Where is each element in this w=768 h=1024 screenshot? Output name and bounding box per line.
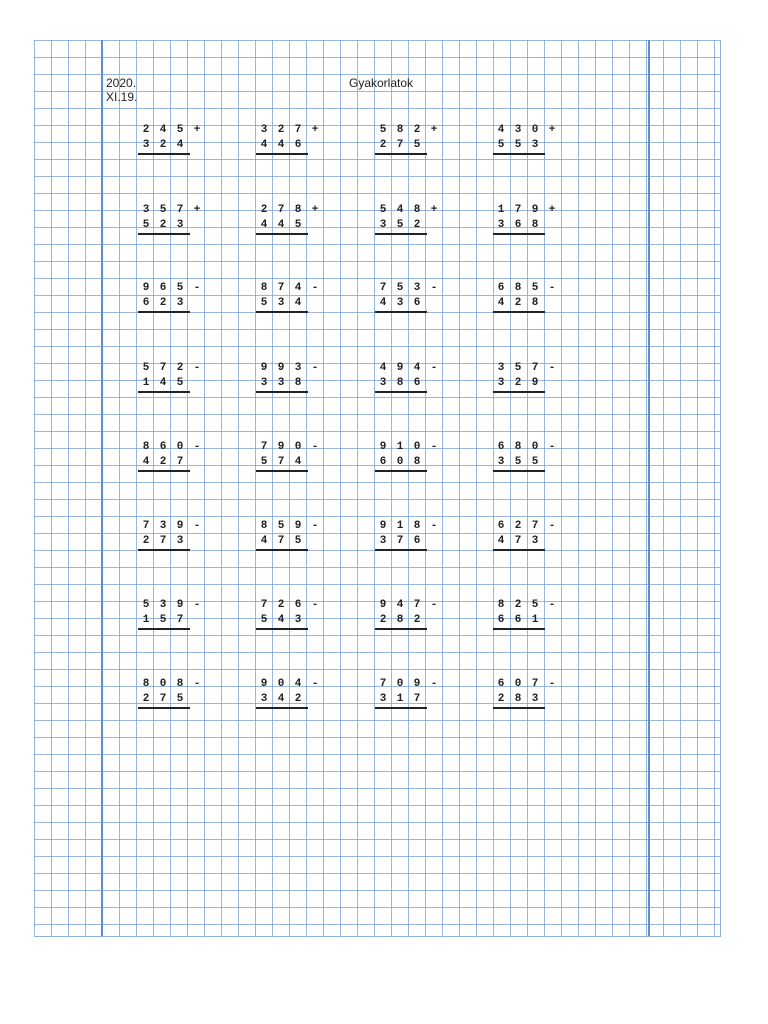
digit: 6 xyxy=(413,297,421,309)
result-underline xyxy=(138,311,190,313)
digit: 4 xyxy=(294,678,302,690)
digit: 3 xyxy=(277,297,285,309)
digit: 5 xyxy=(531,456,539,468)
digit: 4 xyxy=(294,282,302,294)
digit: 4 xyxy=(260,535,268,547)
digit: 7 xyxy=(159,693,167,705)
digit: 3 xyxy=(142,204,150,216)
operator-sign: - xyxy=(311,599,319,611)
digit: 7 xyxy=(260,599,268,611)
digit: 2 xyxy=(413,219,421,231)
operator-sign: + xyxy=(311,204,319,216)
digit: 5 xyxy=(142,599,150,611)
result-underline xyxy=(138,549,190,551)
arithmetic-problem xyxy=(377,204,447,234)
digit: 2 xyxy=(497,693,505,705)
arithmetic-problem xyxy=(140,204,210,234)
digit: 4 xyxy=(260,139,268,151)
digit: 4 xyxy=(277,693,285,705)
digit: 0 xyxy=(294,441,302,453)
operator-sign: - xyxy=(548,678,556,690)
digit: 0 xyxy=(531,441,539,453)
digit: 3 xyxy=(379,219,387,231)
result-underline xyxy=(493,628,545,630)
digit: 5 xyxy=(531,282,539,294)
result-underline xyxy=(375,311,427,313)
digit: 2 xyxy=(159,456,167,468)
digit: 5 xyxy=(514,362,522,374)
digit: 3 xyxy=(294,614,302,626)
digit: 2 xyxy=(514,520,522,532)
digit: 6 xyxy=(514,614,522,626)
digit: 7 xyxy=(176,614,184,626)
operator-sign: + xyxy=(430,124,438,136)
digit: 3 xyxy=(497,362,505,374)
digit: 3 xyxy=(159,520,167,532)
result-underline xyxy=(256,153,308,155)
arithmetic-problem xyxy=(377,441,447,471)
digit: 1 xyxy=(396,520,404,532)
digit: 5 xyxy=(277,520,285,532)
digit: 2 xyxy=(413,124,421,136)
result-underline xyxy=(375,549,427,551)
result-underline xyxy=(256,311,308,313)
operator-sign: - xyxy=(430,441,438,453)
digit: 6 xyxy=(413,377,421,389)
digit: 2 xyxy=(159,297,167,309)
result-underline xyxy=(138,153,190,155)
digit: 5 xyxy=(260,614,268,626)
digit: 8 xyxy=(396,377,404,389)
digit: 4 xyxy=(260,219,268,231)
digit: 1 xyxy=(497,204,505,216)
digit: 2 xyxy=(142,535,150,547)
digit: 3 xyxy=(531,535,539,547)
digit: 5 xyxy=(294,535,302,547)
result-underline xyxy=(256,470,308,472)
operator-sign: - xyxy=(193,599,201,611)
digit: 8 xyxy=(413,204,421,216)
digit: 5 xyxy=(379,124,387,136)
digit: 9 xyxy=(379,441,387,453)
digit: 4 xyxy=(413,362,421,374)
digit: 4 xyxy=(277,139,285,151)
grid-paper xyxy=(34,40,721,937)
digit: 0 xyxy=(396,678,404,690)
operator-sign: - xyxy=(193,362,201,374)
digit: 9 xyxy=(531,204,539,216)
result-underline xyxy=(375,153,427,155)
operator-sign: - xyxy=(430,362,438,374)
operator-sign: - xyxy=(430,678,438,690)
digit: 5 xyxy=(396,219,404,231)
result-underline xyxy=(138,707,190,709)
digit: 5 xyxy=(396,282,404,294)
digit: 6 xyxy=(514,219,522,231)
digit: 3 xyxy=(277,377,285,389)
result-underline xyxy=(493,311,545,313)
digit: 8 xyxy=(497,599,505,611)
digit: 3 xyxy=(176,535,184,547)
digit: 0 xyxy=(531,124,539,136)
digit: 4 xyxy=(379,362,387,374)
digit: 5 xyxy=(514,139,522,151)
arithmetic-problem xyxy=(495,599,565,629)
digit: 3 xyxy=(396,297,404,309)
digit: 9 xyxy=(413,678,421,690)
operator-sign: - xyxy=(548,599,556,611)
operator-sign: - xyxy=(311,362,319,374)
digit: 2 xyxy=(142,693,150,705)
arithmetic-problem xyxy=(258,678,328,708)
operator-sign: - xyxy=(548,441,556,453)
operator-sign: - xyxy=(193,282,201,294)
digit: 6 xyxy=(159,441,167,453)
result-underline xyxy=(375,233,427,235)
digit: 9 xyxy=(379,520,387,532)
operator-sign: - xyxy=(430,520,438,532)
digit: 2 xyxy=(514,377,522,389)
date xyxy=(106,76,137,104)
arithmetic-problem xyxy=(495,520,565,550)
digit: 7 xyxy=(277,204,285,216)
digit: 2 xyxy=(413,614,421,626)
digit: 7 xyxy=(514,204,522,216)
page-title: Gyakorlatok xyxy=(349,76,414,90)
digit: 5 xyxy=(176,377,184,389)
date-line-1: 2020. xyxy=(106,76,137,90)
digit: 0 xyxy=(277,678,285,690)
digit: 8 xyxy=(176,678,184,690)
digit: 3 xyxy=(413,282,421,294)
digit: 5 xyxy=(159,614,167,626)
digit: 8 xyxy=(396,614,404,626)
digit: 1 xyxy=(142,377,150,389)
result-underline xyxy=(375,707,427,709)
digit: 5 xyxy=(531,599,539,611)
digit: 3 xyxy=(159,599,167,611)
digit: 4 xyxy=(159,377,167,389)
digit: 8 xyxy=(413,520,421,532)
arithmetic-problem xyxy=(140,124,210,154)
operator-sign: - xyxy=(311,520,319,532)
digit: 3 xyxy=(379,535,387,547)
digit: 5 xyxy=(497,139,505,151)
digit: 1 xyxy=(396,441,404,453)
digit: 5 xyxy=(514,456,522,468)
digit: 8 xyxy=(514,693,522,705)
digit: 9 xyxy=(277,441,285,453)
result-underline xyxy=(256,628,308,630)
digit: 7 xyxy=(396,535,404,547)
operator-sign: - xyxy=(193,678,201,690)
digit: 5 xyxy=(142,219,150,231)
digit: 2 xyxy=(379,139,387,151)
digit: 7 xyxy=(413,599,421,611)
digit: 6 xyxy=(497,282,505,294)
digit: 2 xyxy=(176,362,184,374)
result-underline xyxy=(375,470,427,472)
digit: 3 xyxy=(497,456,505,468)
digit: 8 xyxy=(142,678,150,690)
arithmetic-problem xyxy=(495,124,565,154)
arithmetic-problem xyxy=(377,362,447,392)
operator-sign: - xyxy=(311,678,319,690)
digit: 8 xyxy=(294,377,302,389)
digit: 7 xyxy=(531,520,539,532)
result-underline xyxy=(138,470,190,472)
digit: 4 xyxy=(277,219,285,231)
margin-line-right xyxy=(648,40,650,936)
digit: 8 xyxy=(142,441,150,453)
digit: 8 xyxy=(260,282,268,294)
digit: 7 xyxy=(260,441,268,453)
digit: 8 xyxy=(413,456,421,468)
digit: 4 xyxy=(497,535,505,547)
digit: 3 xyxy=(497,219,505,231)
digit: 8 xyxy=(531,297,539,309)
digit: 6 xyxy=(159,282,167,294)
result-underline xyxy=(138,391,190,393)
arithmetic-problem xyxy=(495,282,565,312)
digit: 2 xyxy=(142,124,150,136)
margin-line-left xyxy=(101,40,103,936)
operator-sign: - xyxy=(430,282,438,294)
digit: 2 xyxy=(277,124,285,136)
digit: 5 xyxy=(413,139,421,151)
digit: 1 xyxy=(396,693,404,705)
digit: 9 xyxy=(294,520,302,532)
digit: 4 xyxy=(176,139,184,151)
digit: 5 xyxy=(260,456,268,468)
digit: 2 xyxy=(260,204,268,216)
digit: 1 xyxy=(142,614,150,626)
digit: 3 xyxy=(176,297,184,309)
digit: 6 xyxy=(497,441,505,453)
arithmetic-problem xyxy=(140,282,210,312)
digit: 7 xyxy=(531,678,539,690)
digit: 7 xyxy=(531,362,539,374)
arithmetic-problem xyxy=(377,282,447,312)
operator-sign: - xyxy=(193,441,201,453)
result-underline xyxy=(375,391,427,393)
digit: 5 xyxy=(142,362,150,374)
digit: 5 xyxy=(294,219,302,231)
digit: 4 xyxy=(497,124,505,136)
digit: 5 xyxy=(260,297,268,309)
digit: 6 xyxy=(497,520,505,532)
result-underline xyxy=(375,628,427,630)
arithmetic-problem xyxy=(495,204,565,234)
operator-sign: + xyxy=(193,124,201,136)
arithmetic-problem xyxy=(258,520,328,550)
arithmetic-problem xyxy=(140,441,210,471)
result-underline xyxy=(493,707,545,709)
digit: 6 xyxy=(413,535,421,547)
result-underline xyxy=(256,549,308,551)
arithmetic-problem xyxy=(495,362,565,392)
result-underline xyxy=(493,470,545,472)
digit: 4 xyxy=(277,614,285,626)
digit: 6 xyxy=(294,599,302,611)
digit: 9 xyxy=(260,678,268,690)
arithmetic-problem xyxy=(140,362,210,392)
digit: 2 xyxy=(514,599,522,611)
digit: 4 xyxy=(142,456,150,468)
arithmetic-problem xyxy=(258,124,328,154)
arithmetic-problem xyxy=(495,441,565,471)
digit: 7 xyxy=(176,204,184,216)
digit: 2 xyxy=(159,219,167,231)
digit: 2 xyxy=(277,599,285,611)
result-underline xyxy=(138,628,190,630)
digit: 2 xyxy=(159,139,167,151)
digit: 5 xyxy=(176,124,184,136)
digit: 9 xyxy=(142,282,150,294)
digit: 4 xyxy=(379,297,387,309)
arithmetic-problem xyxy=(258,441,328,471)
arithmetic-problem xyxy=(140,520,210,550)
digit: 8 xyxy=(514,282,522,294)
digit: 5 xyxy=(159,204,167,216)
arithmetic-problem xyxy=(258,204,328,234)
arithmetic-problem xyxy=(258,362,328,392)
result-underline xyxy=(256,707,308,709)
digit: 9 xyxy=(176,599,184,611)
result-underline xyxy=(256,233,308,235)
digit: 7 xyxy=(294,124,302,136)
digit: 4 xyxy=(294,297,302,309)
digit: 2 xyxy=(514,297,522,309)
operator-sign: - xyxy=(311,441,319,453)
digit: 4 xyxy=(497,297,505,309)
digit: 3 xyxy=(176,219,184,231)
arithmetic-problem xyxy=(258,599,328,629)
digit: 3 xyxy=(379,693,387,705)
result-underline xyxy=(493,391,545,393)
digit: 0 xyxy=(514,678,522,690)
digit: 3 xyxy=(260,377,268,389)
digit: 3 xyxy=(497,377,505,389)
digit: 7 xyxy=(413,693,421,705)
digit: 7 xyxy=(396,139,404,151)
digit: 0 xyxy=(176,441,184,453)
digit: 1 xyxy=(531,614,539,626)
digit: 0 xyxy=(413,441,421,453)
operator-sign: - xyxy=(548,362,556,374)
arithmetic-problem xyxy=(377,599,447,629)
digit: 9 xyxy=(396,362,404,374)
digit: 4 xyxy=(396,599,404,611)
digit: 3 xyxy=(260,124,268,136)
digit: 3 xyxy=(294,362,302,374)
digit: 7 xyxy=(277,535,285,547)
operator-sign: - xyxy=(548,520,556,532)
digit: 6 xyxy=(294,139,302,151)
operator-sign: - xyxy=(311,282,319,294)
digit: 8 xyxy=(531,219,539,231)
arithmetic-problem xyxy=(377,678,447,708)
digit: 7 xyxy=(277,456,285,468)
digit: 7 xyxy=(277,282,285,294)
digit: 6 xyxy=(497,614,505,626)
arithmetic-problem xyxy=(140,599,210,629)
digit: 2 xyxy=(294,693,302,705)
arithmetic-problem xyxy=(140,678,210,708)
digit: 2 xyxy=(379,614,387,626)
digit: 8 xyxy=(294,204,302,216)
digit: 7 xyxy=(159,362,167,374)
result-underline xyxy=(138,233,190,235)
digit: 5 xyxy=(176,693,184,705)
digit: 9 xyxy=(531,377,539,389)
digit: 7 xyxy=(379,282,387,294)
operator-sign: + xyxy=(430,204,438,216)
digit: 7 xyxy=(159,535,167,547)
digit: 4 xyxy=(159,124,167,136)
digit: 3 xyxy=(142,139,150,151)
arithmetic-problem xyxy=(495,678,565,708)
operator-sign: + xyxy=(548,204,556,216)
digit: 0 xyxy=(159,678,167,690)
digit: 7 xyxy=(379,678,387,690)
result-underline xyxy=(493,233,545,235)
result-underline xyxy=(493,549,545,551)
digit: 3 xyxy=(531,139,539,151)
digit: 9 xyxy=(379,599,387,611)
arithmetic-problem xyxy=(258,282,328,312)
arithmetic-problem xyxy=(377,124,447,154)
digit: 7 xyxy=(176,456,184,468)
result-underline xyxy=(493,153,545,155)
digit: 5 xyxy=(176,282,184,294)
operator-sign: - xyxy=(548,282,556,294)
arithmetic-problem xyxy=(377,520,447,550)
digit: 8 xyxy=(396,124,404,136)
operator-sign: + xyxy=(311,124,319,136)
digit: 8 xyxy=(260,520,268,532)
digit: 6 xyxy=(379,456,387,468)
digit: 4 xyxy=(294,456,302,468)
digit: 3 xyxy=(260,693,268,705)
digit: 0 xyxy=(396,456,404,468)
digit: 9 xyxy=(176,520,184,532)
digit: 9 xyxy=(260,362,268,374)
digit: 4 xyxy=(396,204,404,216)
result-underline xyxy=(256,391,308,393)
digit: 7 xyxy=(142,520,150,532)
operator-sign: + xyxy=(548,124,556,136)
operator-sign: + xyxy=(193,204,201,216)
digit: 3 xyxy=(379,377,387,389)
operator-sign: - xyxy=(430,599,438,611)
digit: 6 xyxy=(142,297,150,309)
digit: 6 xyxy=(497,678,505,690)
date-line-2: XI.19. xyxy=(106,90,138,104)
operator-sign: - xyxy=(193,520,201,532)
digit: 8 xyxy=(514,441,522,453)
digit: 7 xyxy=(514,535,522,547)
digit: 5 xyxy=(379,204,387,216)
digit: 3 xyxy=(514,124,522,136)
digit: 3 xyxy=(531,693,539,705)
digit: 9 xyxy=(277,362,285,374)
